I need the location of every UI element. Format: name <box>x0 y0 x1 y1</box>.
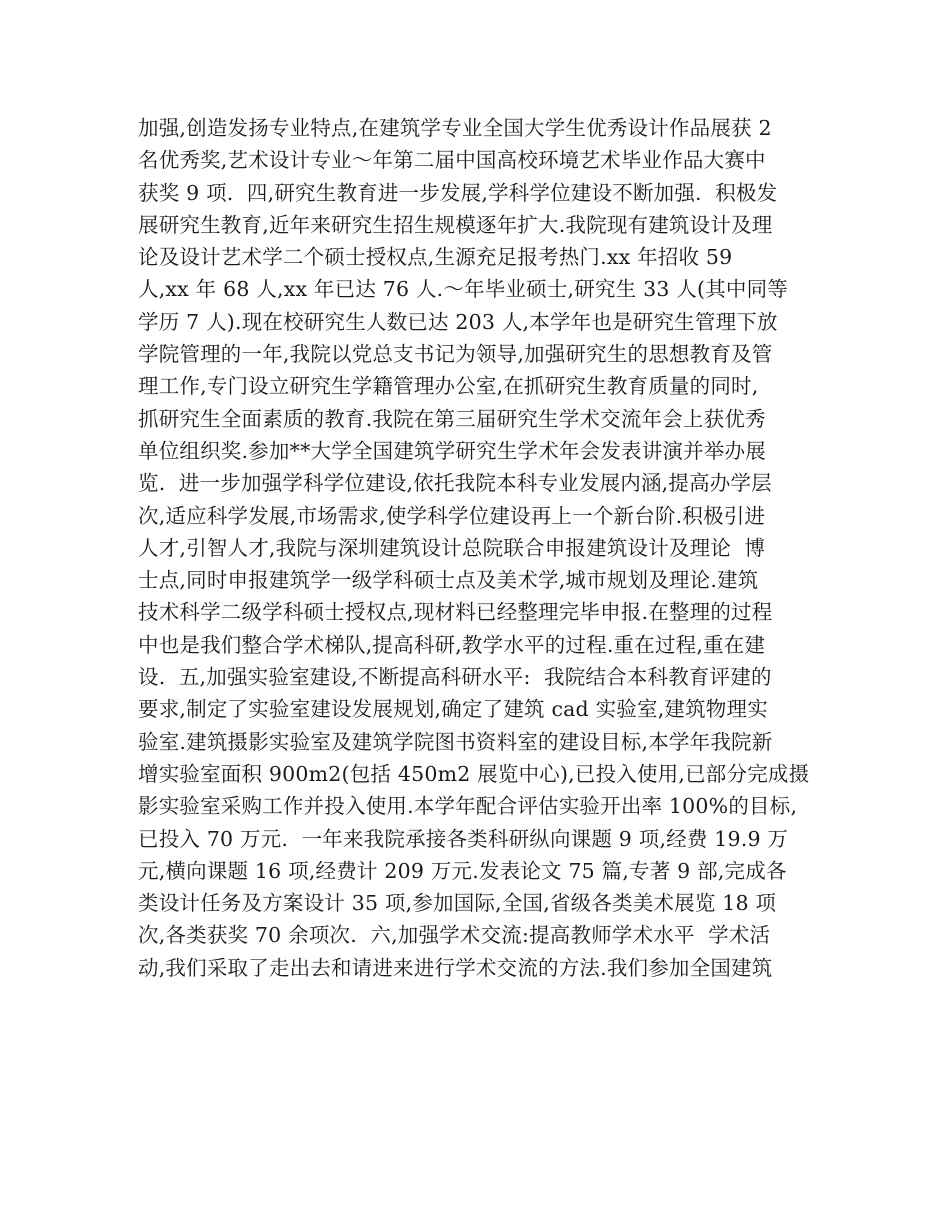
text-line: 士点,同时申报建筑学一级学科硕士点及美术学,城市规划及理论.建筑 <box>138 568 759 593</box>
text-line: 要求,制定了实验室建设发展规划,确定了建筑 cad 实验室,建筑物理实 <box>138 697 768 722</box>
text-line: 学历 7 人).现在校研究生人数已达 203 人,本学年也是研究生管理下放 <box>138 309 778 334</box>
body-text <box>138 112 828 984</box>
text-line: 中也是我们整合学术梯队,提高科研,教学水平的过程.重在过程,重在建 <box>138 632 766 657</box>
text-line: 影实验室采购工作并投入使用.本学年配合评估实验开出率 100%的目标, <box>138 794 798 819</box>
text-line: 论及设计艺术学二个硕士授权点,生源充足报考热门.xx 年招收 59 <box>138 245 733 270</box>
text-line: 动,我们采取了走出去和请进来进行学术交流的方法.我们参加全国建筑 <box>138 955 773 980</box>
text-line: 学院管理的一年,我院以党总支书记为领导,加强研究生的思想教育及管 <box>138 342 773 367</box>
text-line: 加强,创造发扬专业特点,在建筑学专业全国大学生优秀设计作品展获 2 <box>138 116 772 140</box>
text-line: 次,适应科学发展,市场需求,使学科学位建设再上一个新台阶.积极引进 <box>138 503 766 528</box>
text-line: 获奖 9 项. 四,研究生教育进一步发展,学科学位建设不断加强. 积极发 <box>138 180 778 205</box>
text-line: 技术科学二级学科硕士授权点,现材料已经整理完毕申报.在整理的过程 <box>138 600 773 625</box>
text-line: 单位组织奖.参加**大学全国建筑学研究生学术年会发表讲演并举办展 <box>138 438 766 463</box>
text-line: 类设计任务及方案设计 35 项,参加国际,全国,省级各类美术展览 18 项 <box>138 891 777 916</box>
text-line: 理工作,专门设立研究生学籍管理办公室,在抓研究生教育质量的同时, <box>138 374 759 399</box>
text-line: 已投入 70 万元. 一年来我院承接各类科研纵向课题 9 项,经费 19.9 万 <box>138 826 789 851</box>
text-line: 展研究生教育,近年来研究生招生规模逐年扩大.我院现有建筑设计及理 <box>138 212 773 237</box>
text-line: 览. 进一步加强学科学位建设,依托我院本科专业发展内涵,提高办学层 <box>138 471 772 496</box>
text-line: 人,xx 年 68 人,xx 年已达 76 人.～年毕业硕士,研究生 33 人(其中同等 <box>138 277 788 302</box>
text-line: 设. 五,加强实验室建设,不断提高科研水平: 我院结合本科教育评建的 <box>138 665 772 690</box>
text-line: 元,横向课题 16 项,经费计 209 万元.发表论文 75 篇,专著 9 部,完成各 <box>138 858 787 883</box>
text-line: 验室.建筑摄影实验室及建筑学院图书资料室的建设目标,本学年我院新 <box>138 729 773 754</box>
text-line: 次,各类获奖 70 余项次. 六,加强学术交流:提高教师学术水平 学术活 <box>138 923 771 948</box>
text-line: 名优秀奖,艺术设计专业～年第二届中国高校环境艺术毕业作品大赛中 <box>138 148 766 173</box>
text-line: 人才,引智人才,我院与深圳建筑设计总院联合申报建筑设计及理论 博 <box>138 535 766 560</box>
text-line: 增实验室面积 900m2(包括 450m2 展览中心),已投入使用,已部分完成摄 <box>138 761 810 786</box>
text-line: 抓研究生全面素质的教育.我院在第三届研究生学术交流年会上获优秀 <box>138 406 766 431</box>
